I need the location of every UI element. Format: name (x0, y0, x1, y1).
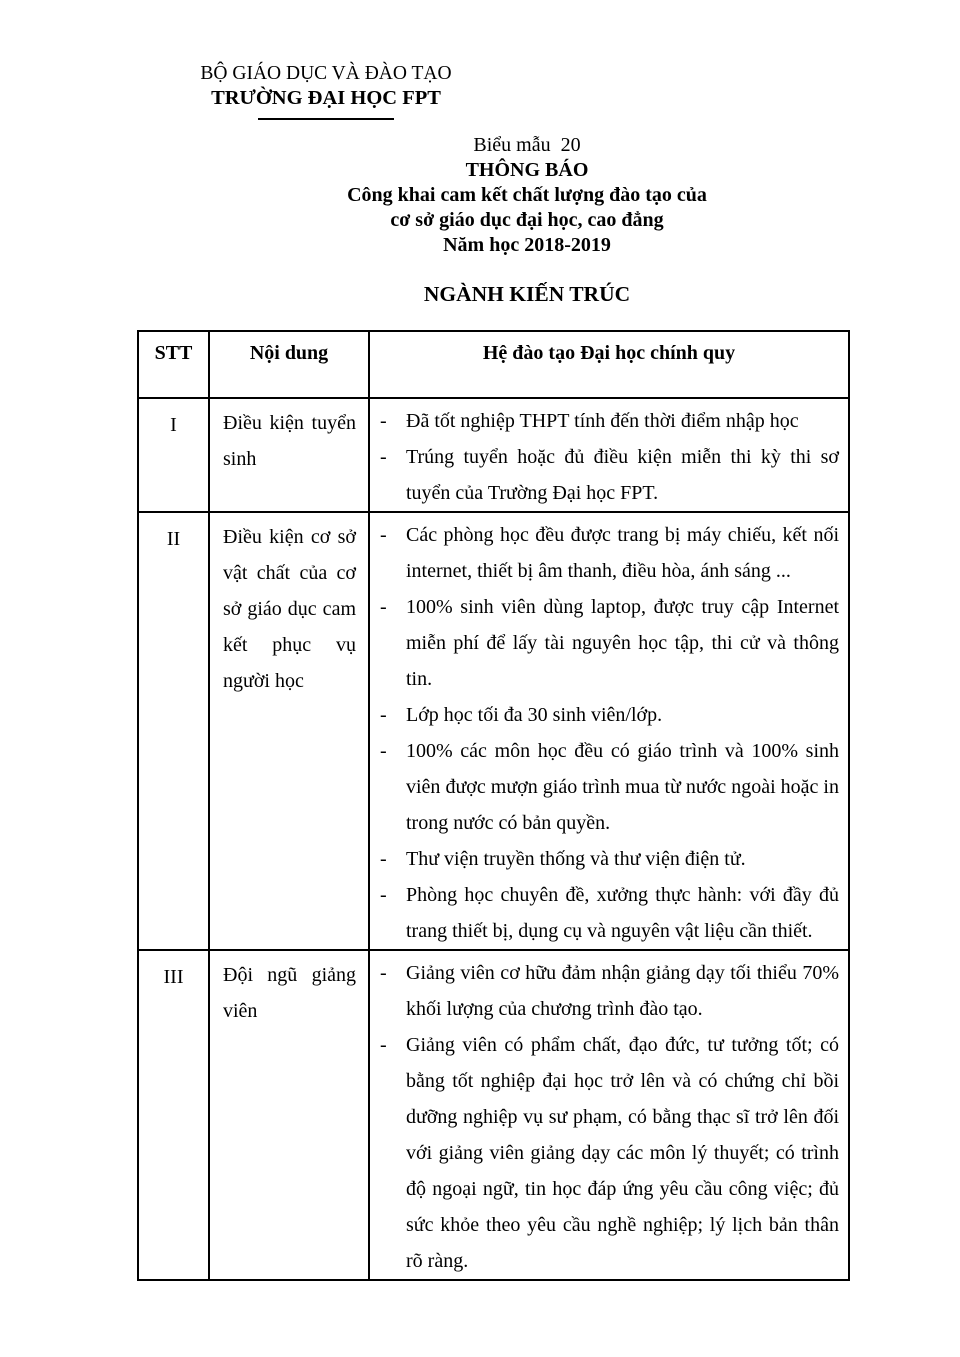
row-items (369, 398, 849, 512)
row-topic: Điều kiện cơ sở vật chất của cơ sở giáo dục cam kết phục vụ người học (209, 512, 369, 950)
table-header-row (138, 331, 849, 398)
row-items (369, 512, 849, 950)
table-header-noi-dung: Nội dung (209, 331, 369, 398)
form-number: Biểu mẫu 20 (473, 134, 581, 156)
table-header-he-dao-tao: Hệ đào tạo Đại học chính quy (369, 331, 849, 398)
bullet-item: - Giảng viên có phẩm chất, đạo đức, tư tưởng tốt; có bằng tốt nghiệp đại học trở lên và có chứng chỉ bồi dưỡng nghiệp vụ sư phạm, có bằng thạc sĩ trở lên đối với giảng viên giảng dạy các môn lý thuyết; có trình độ ngoại ngữ, tin học đáp ứng yêu cầu công việc; đủ sức khỏe theo yêu cầu nghề nghiệp; lý lịch bản thân rõ ràng. (377, 1027, 839, 1279)
notice-subtitle-1: Công khai cam kết chất lượng đào tạo của (347, 184, 707, 206)
table-row (138, 398, 849, 512)
header-underline (258, 118, 394, 120)
org-header (158, 62, 494, 120)
table-row (138, 950, 849, 1280)
notice-subtitle-2: cơ sở giáo dục đại học, cao đẳng (390, 209, 664, 231)
bullet-item: - Lớp học tối đa 30 sinh viên/lớp. (377, 697, 839, 733)
bullet-item: - Thư viện truyền thống và thư viện điện tử. (377, 841, 839, 877)
row-items (369, 950, 849, 1280)
bullet-item: - Các phòng học đều được trang bị máy chiếu, kết nối internet, thiết bị âm thanh, điều hòa, ánh sáng ... (377, 517, 839, 589)
bullet-item: - Giảng viên cơ hữu đảm nhận giảng dạy tối thiểu 70% khối lượng của chương trình đào tạo. (377, 955, 839, 1027)
table-header-stt: STT (138, 331, 209, 398)
bullet-item: - 100% các môn học đều có giáo trình và 100% sinh viên được mượn giáo trình mua từ nước ngoài hoặc in trong nước có bản quyền. (377, 733, 839, 841)
row-stt: I (138, 398, 209, 512)
row-topic: Đội ngũ giảng viên (209, 950, 369, 1280)
row-topic: Điều kiện tuyển sinh (209, 398, 369, 512)
row-stt: II (138, 512, 209, 950)
table-row (138, 512, 849, 950)
notice-subtitle-3: Năm học 2018-2019 (443, 234, 611, 256)
row-stt: III (138, 950, 209, 1280)
bullet-item: - Đã tốt nghiệp THPT tính đến thời điểm nhập học (377, 403, 839, 439)
bullet-item: - Trúng tuyển hoặc đủ điều kiện miễn thi kỳ thi sơ tuyển của Trường Đại học FPT. (377, 439, 839, 511)
major-heading: NGÀNH KIẾN TRÚC (423, 282, 631, 306)
ministry-name: BỘ GIÁO DỤC VÀ ĐÀO TẠO (200, 63, 452, 84)
bullet-item: - Phòng học chuyên đề, xưởng thực hành: với đầy đủ trang thiết bị, dụng cụ và nguyên vật liệu cần thiết. (377, 877, 839, 949)
title-block (97, 133, 957, 307)
notice-title: THÔNG BÁO (465, 159, 589, 181)
university-name: TRƯỜNG ĐẠI HỌC FPT (211, 87, 441, 109)
commitment-table (137, 330, 850, 1281)
bullet-item: - 100% sinh viên dùng laptop, được truy cập Internet miễn phí để lấy tài nguyên học tập, thi cử và thông tin. (377, 589, 839, 697)
